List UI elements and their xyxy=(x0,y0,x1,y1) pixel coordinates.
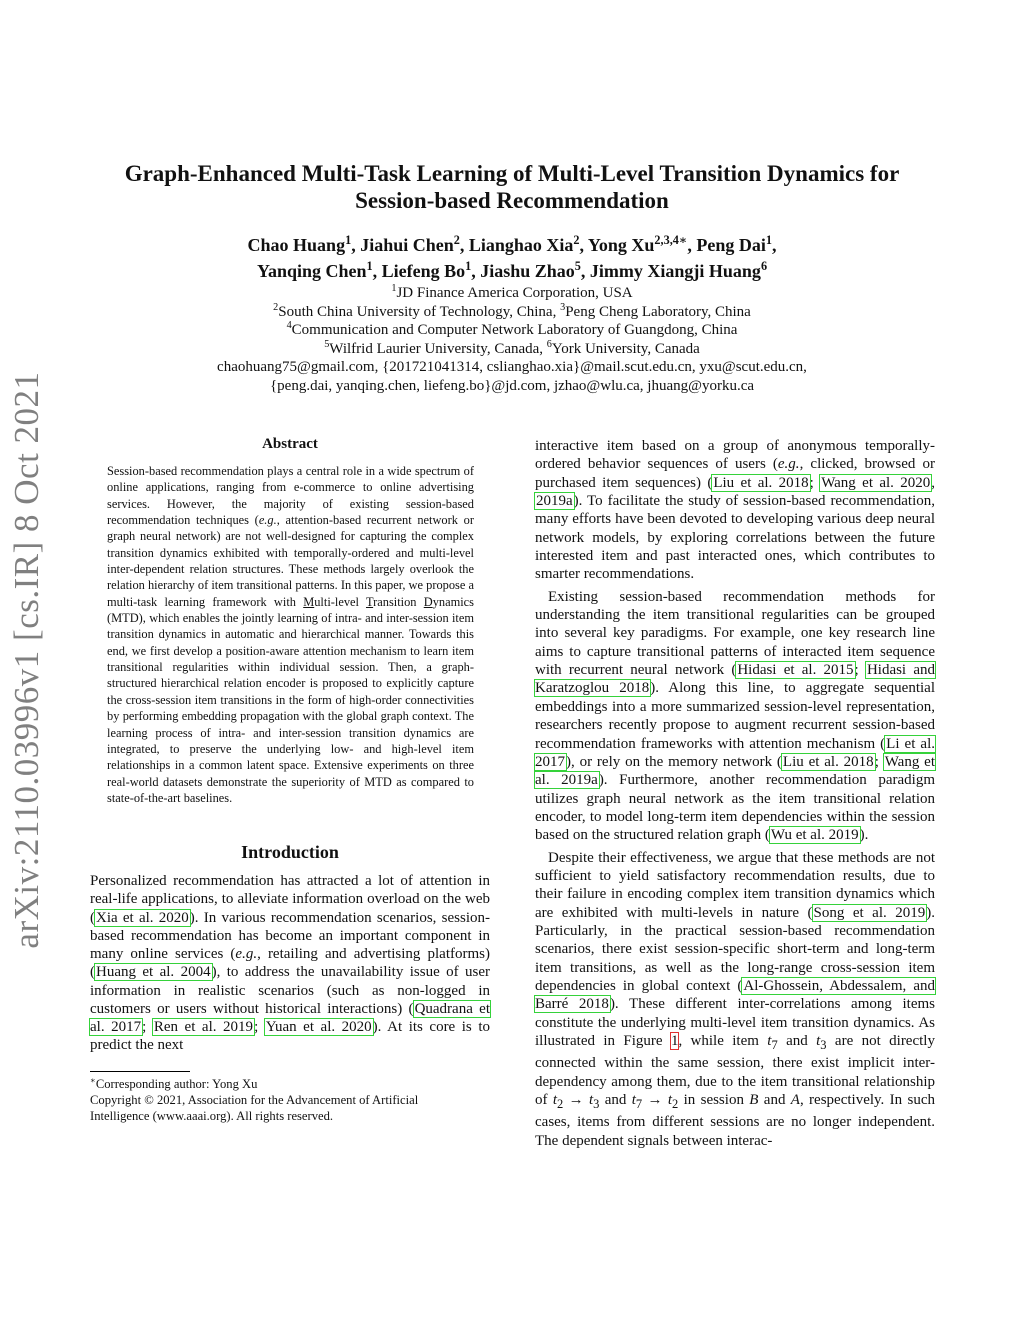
arxiv-id: arXiv:2110.03996v1 [cs.IR] 8 Oct 2021 xyxy=(7,371,46,949)
citation-link[interactable]: Quadrana et al. 2017 xyxy=(90,1000,490,1036)
citation-link[interactable]: Ren et al. 2019 xyxy=(153,1019,254,1036)
right-column xyxy=(535,437,935,1150)
citation-link[interactable]: Song et al. 2019 xyxy=(813,904,926,921)
left-column xyxy=(90,436,490,1124)
affiliation-line: $^5$Wilfrid Laurier University, Canada, $^6$York University, Canada xyxy=(324,338,700,357)
author-name: Jiahui Chen xyxy=(360,235,454,255)
body-paragraph: Existing session-based recommendation methods for understanding the item transitional regularities can be grouped into several key paradigms. For example, one key research line aims to capture transitional patterns of interacted item sequence with recurrent neural network (Hidasi et al. 2015; Hidasi and Karatzoglou 2018). Along this line, to aggregate sequential embeddings into a more summarized session-level representation, researchers recently propose to augment recurrent session-based recommendation frameworks with attention mechanism (Li et al. 2017), or rely on the memory network (Liu et al. 2018; Wang et al. 2019a). Furthermore, another recommendation paradigm utilizes graph neural network as the item transitional relation encoder, to model long-term item dependencies within the session based on the structured relation graph (Wu et al. 2019). xyxy=(535,588,935,844)
citation-link[interactable]: Al-Ghossein, Abdessalem, and Barré 2018 xyxy=(535,977,935,1013)
author-name: Lianghao Xia xyxy=(468,235,574,255)
citation-link[interactable]: Xia et al. 2020 xyxy=(96,909,189,926)
author-list xyxy=(80,232,944,284)
footnote: ∗Corresponding author: Yong Xu xyxy=(90,1074,258,1091)
author-name: Peng Dai xyxy=(696,235,766,255)
footnote-divider xyxy=(90,1071,190,1072)
abstract-heading: Abstract xyxy=(262,436,318,452)
email-line: {peng.dai, yanqing.chen, liefeng.bo}@jd.com, jzhao@wlu.ca, jhuang@yorku.ca xyxy=(269,377,755,394)
arxiv-stamp xyxy=(2,371,52,949)
figure-reference-link[interactable]: 1 xyxy=(670,1033,679,1049)
citation-link[interactable]: Wang et al. 2019a xyxy=(535,753,935,789)
affiliation-line: $^4$Communication and Computer Network Laboratory of Guangdong, China xyxy=(286,320,738,338)
citation-link[interactable]: Hidasi et al. 2015 xyxy=(737,662,854,679)
body-paragraph: interactive item based on a group of anonymous temporally-ordered behavior sequences of users (e.g., clicked, browsed or purchased item sequences) (Liu et al. 2018; Wang et al. 2020, 2019a). To facilitate the study of session-based recommendation, many efforts have been devoted to developing various deep neural network models, by exploring correlations between the future interested item and past interacted ones, which contributes to smarter recommendations. xyxy=(535,438,936,583)
body-paragraph: Despite their effectiveness, we argue that these methods are not sufficient to yield satisfactory recommendation results, due to their failure in encoding complex item transition dynamics which are exhibited with multi-levels in nature (Song et al. 2019). Particularly, in the practical session-based recommendation scenarios, there exist session-specific short-term and long-term item transitions, as well as the long-range cross-session item dependencies in global context (Al-Ghossein, Abdessalem, and Barré 2018). These different inter-correlations among items constitute the underlying multi-level item transition dynamics. As illustrated in Figure 1, while item $t_7$ and $t_3$ are not directly connected within the same session, there exist implicit inter-dependency among them, due to the item transitional relationship of $t_2 \to t_3$ and $t_7 \to t_2$ in session B and A, respectively. In such cases, items from different sessions are no longer independent. The dependent signals between interac- xyxy=(535,849,935,1149)
author-line-1: Chao Huang$^1$, Jiahui Chen$^2$, Lianghao Xia$^2$, Yong $Xu^{2,3,4∗}$, Peng Dai$^1$, xyxy=(247,233,777,255)
author-line-2: Yanqing Chen$^1$, Liefeng Bo$^1$, Jiashu Zhao$^5$, Jimmy Xiangji Huang$^6$ xyxy=(256,259,768,281)
affiliations xyxy=(80,284,944,395)
title-line-2: Session-based Recommendation xyxy=(355,188,669,213)
author-name: Jiashu Zhao xyxy=(480,261,575,281)
citation-link[interactable]: Hidasi and Karatzoglou 2018 xyxy=(535,662,935,697)
author-name: Jimmy Xiangji Huang xyxy=(589,261,761,281)
citation-link[interactable]: Wang et al. 2020 xyxy=(821,474,931,491)
author-name: Yong Xu xyxy=(587,235,655,255)
affiliation-line: $^1$JD Finance America Corporation, USA xyxy=(391,283,633,301)
citation-link[interactable]: 2019a xyxy=(536,493,573,510)
author-name: Yanqing Chen xyxy=(256,261,367,281)
title-line-1: Graph-Enhanced Multi-Task Learning of Multi-Level Transition Dynamics for xyxy=(124,161,900,186)
author-name: Liefeng Bo xyxy=(381,261,466,281)
abstract-text: Session-based recommendation plays a central role in a wide spectrum of online applications, ranging from e-commerce to online advertising services. However, the majority of existing session-based recommendation techniques (e.g., attention-based recurrent network or graph neural network) are not well-designed for capturing the complex transition dynamics exhibited with temporally-ordered and multi-level inter-dependent relation structures. These methods largely overlook the relation hierarchy of item transitional patterns. In this paper, we propose a multi-task learning framework with Multi-level Transition Dynamics (MTD), which enables the jointly learning of intra- and inter-session item transition dynamics in automatic and hierarchical manner. Towards this end, we first develop a position-aware attention mechanism to learn item transitional regularities within individual session. Then, a graph-structured hierarchical relation encoder is proposed to explicitly capture the cross-session item transitions in the form of high-order connectivities by performing embedding propagation with the global graph context. The learning process of intra- and inter-session transition dynamics are integrated, to preserve the underlying low- and high-level item relationships in a common latent space. Extensive experiments on three real-world datasets demonstrate the superiority of MTD as compared to state-of-the-art baselines. xyxy=(107,464,474,805)
affiliation-line: $^2$South China University of Technology, China, $^3$Peng Cheng Laboratory, China xyxy=(273,301,751,320)
email-line: chaohuang75@gmail.com, {201721041314, cslianghao.xia}@mail.scut.edu.cn, yxu@scut.edu.cn, xyxy=(217,359,807,375)
citation-link[interactable]: Yuan et al. 2020 xyxy=(265,1019,372,1036)
author-name: Chao Huang xyxy=(247,235,346,255)
citation-link[interactable]: Wu et al. 2019 xyxy=(770,827,859,844)
copyright-notice: Copyright © 2021, Association for the Advancement of Artificial Intelligence (www.aaai.org). All rights reserved. xyxy=(90,1092,419,1123)
section-heading-introduction: Introduction xyxy=(241,842,339,863)
citation-link[interactable]: Liu et al. 2018 xyxy=(782,753,874,770)
citation-link[interactable]: Li et al. 2017 xyxy=(535,735,935,770)
paper-title xyxy=(80,160,944,214)
citation-link[interactable]: Liu et al. 2018 xyxy=(713,474,809,491)
citation-link[interactable]: Huang et al. 2004 xyxy=(96,964,211,981)
intro-paragraph: Personalized recommendation has attracted a lot of attention in real-life applications, to alleviate information overload on the web (Xia et al. 2020). In various recommendation scenarios, session-based recommendation has become an important component in many online services (e.g., retailing and advertising platforms) (Huang et al. 2004), to address the unavailability issue of user information in realistic scenarios (such as non-logged in customers or users without historical interactions) (Quadrana et al. 2017; Ren et al. 2019; Yuan et al. 2020). At its core is to predict the next xyxy=(90,873,491,1054)
